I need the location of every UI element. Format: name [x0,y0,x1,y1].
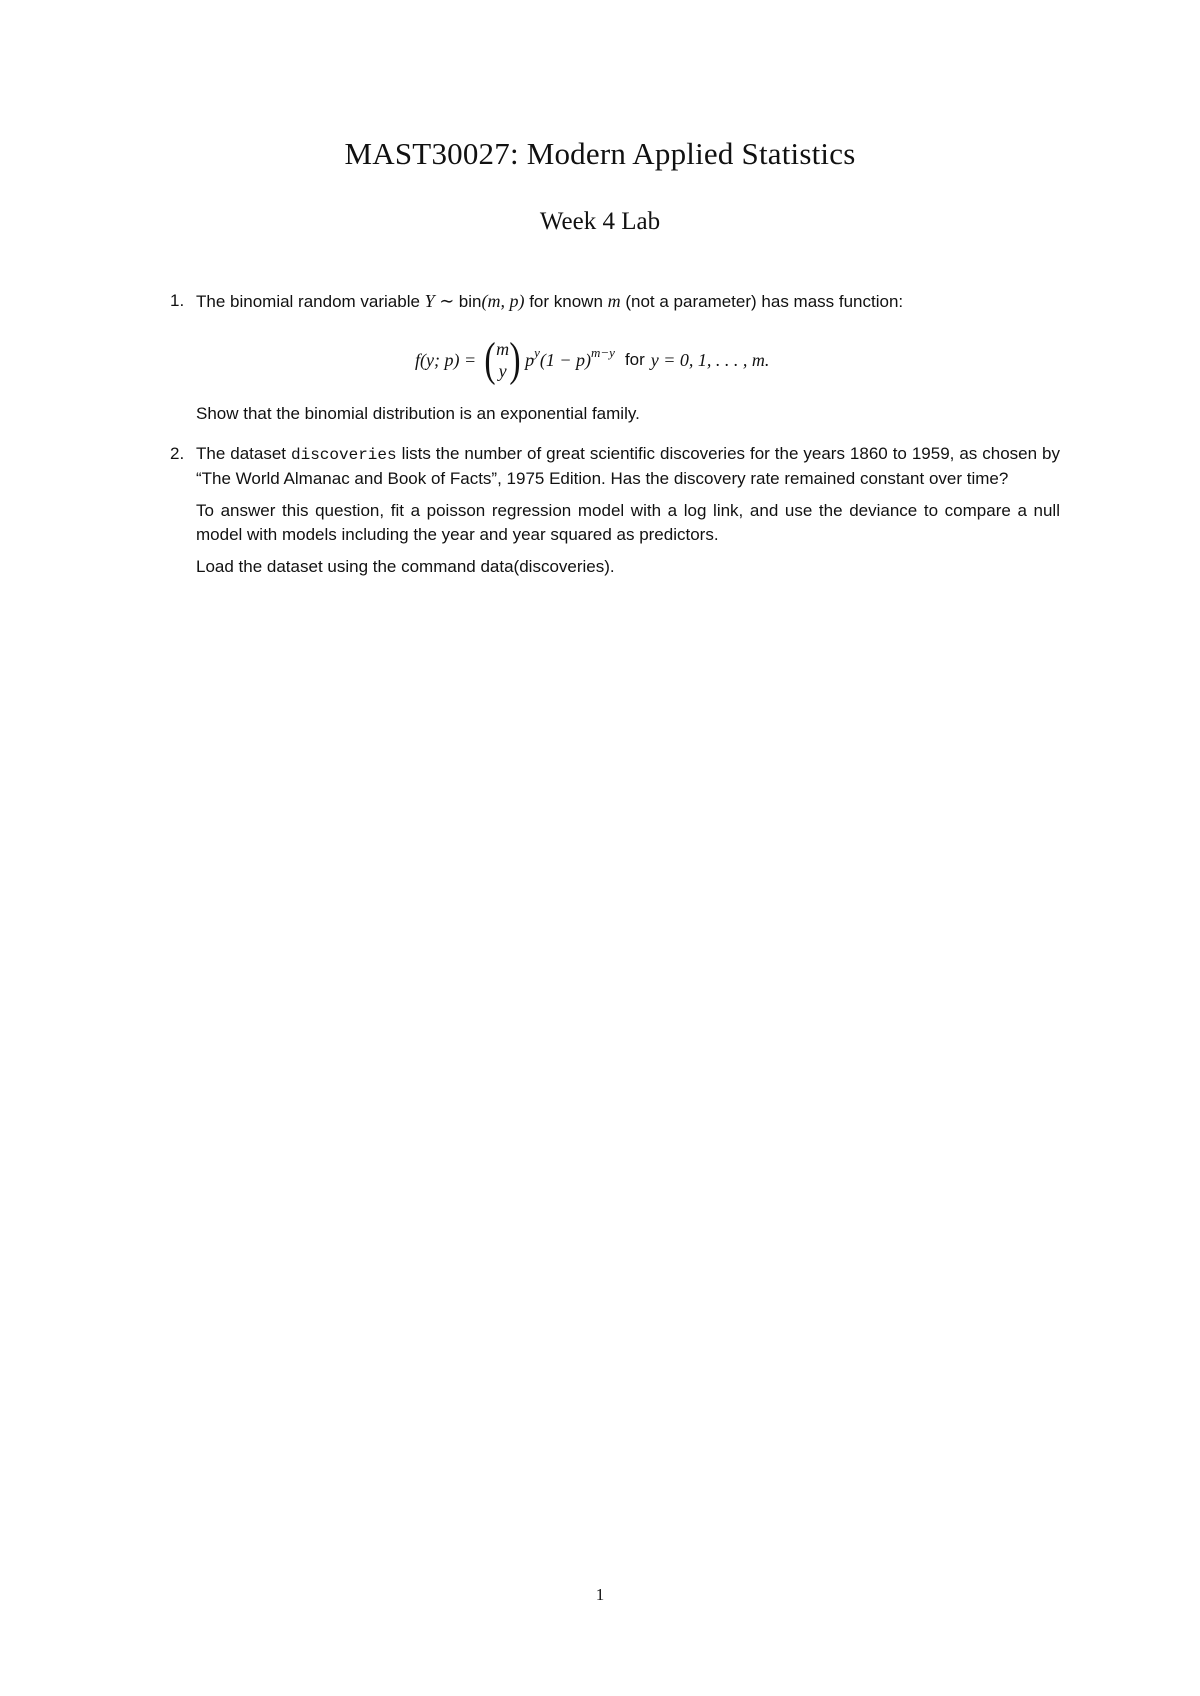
equation-middle: (1 − p) [539,349,592,370]
page-number: 1 [595,1585,605,1604]
question-1-intro-c: (not a parameter) has mass function: [620,292,904,311]
question-2-text-b: lists the number of great scientific discoveries for the years 1860 to 1959, as chosen by “The World Almanac and Book of Facts”, 1975 Edition. Has the discovery rate remained constant over time? [196,444,1060,488]
dataset-name: discoveries [290,446,397,464]
var-m: m [607,291,621,311]
mass-function-equation [415,330,915,390]
question-2-text [196,442,1060,491]
equation-p: p [525,349,535,370]
equation-for-word: for [624,350,645,369]
page-title: MAST30027: Modern Applied Statistics [344,136,856,171]
right-paren: ) [509,333,521,386]
question-2-text-a: The dataset [196,444,291,463]
binomial-coefficient [482,333,523,386]
binom-bottom: y [498,361,507,381]
question-1-followup: Show that the binomial distribution is an exponential family. [196,404,640,423]
question-2-number: 2. [170,444,185,463]
equation-lhs: f(y; p) = [415,349,477,370]
question-2 [170,442,1060,579]
left-paren: ( [484,333,496,386]
question-1-intro-a: The binomial random variable [196,292,425,311]
page-subtitle: Week 4 Lab [539,208,661,235]
binom-stack [496,338,509,382]
equation-exponent-2: m−y [591,345,615,360]
question-1-intro [196,289,1060,314]
bin-word: bin [458,292,482,311]
question-1-intro-b: for known [524,292,608,311]
bin-args: (m, p) [481,291,525,311]
equation-exponent-1: y [534,345,540,360]
question-1-followup-block [196,402,1060,426]
question-1-number: 1. [170,291,185,310]
equation-range: y = 0, 1, . . . , m. [650,349,770,370]
var-Y: Y [424,291,435,311]
binom-top: m [496,339,510,359]
sim-symbol: ∼ [434,291,459,311]
question-1 [170,289,1060,314]
question-2-para-3: Load the dataset using the command data(discoveries). [196,557,615,576]
question-2-para-2: To answer this question, fit a poisson regression model with a log link, and use the deviance to compare a null model with models including the year and year squared as predictors. [196,501,1060,544]
